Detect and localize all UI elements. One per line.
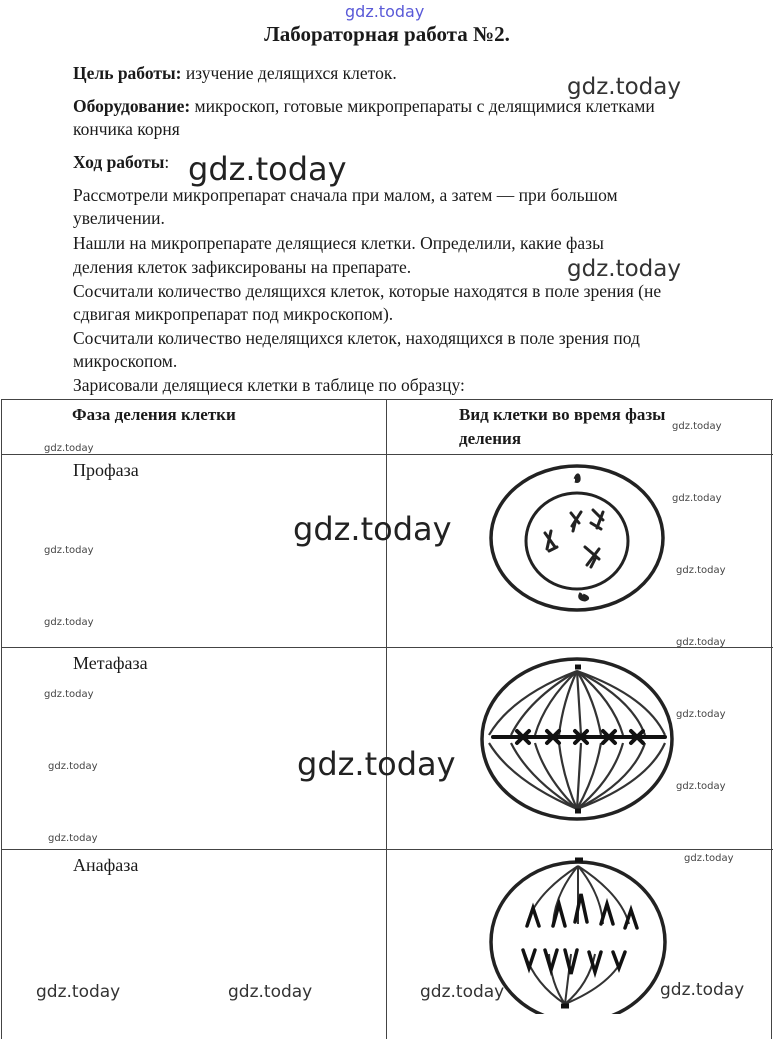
step-line: Зарисовали делящиеся клетки в таблице по образцу: — [73, 375, 465, 395]
watermark: gdz.today — [676, 565, 726, 576]
page-title: Лабораторная работа №2. — [264, 22, 510, 46]
table-divider — [1, 454, 773, 455]
step-line: Сосчитали количество делящихся клеток, которые находятся в поле зрения (не — [73, 281, 662, 301]
table-border-top — [1, 399, 773, 400]
table-divider — [1, 647, 773, 648]
equipment-text: микроскоп, готовые микропрепараты с делящимися клетками — [190, 96, 655, 116]
watermark: gdz.today — [293, 510, 452, 548]
watermark: gdz.today — [672, 421, 722, 432]
step-line: Сосчитали количество неделящихся клеток, находящихся в поле зрения под — [73, 328, 640, 348]
watermark: gdz.today — [297, 745, 456, 783]
watermark: gdz.today — [44, 545, 94, 556]
step-line: микроскопом. — [73, 351, 178, 371]
metaphase-cell-drawing — [477, 651, 677, 823]
watermark: gdz.today — [36, 982, 121, 1002]
watermark: gdz.today — [676, 781, 726, 792]
step-line: Рассмотрели микропрепарат сначала при малом, а затем — при большом — [73, 185, 618, 205]
watermark: gdz.today — [420, 982, 505, 1002]
column-header-view-line1: Вид клетки во время фазы — [459, 405, 666, 424]
watermark: gdz.today — [44, 617, 94, 628]
step-line: Нашли на микропрепарате делящиеся клетки. Определили, какие фазы — [73, 233, 604, 253]
equipment-line — [73, 95, 655, 118]
table-border-right — [771, 399, 772, 1039]
watermark-top: gdz.today — [345, 2, 425, 21]
phases-table — [1, 399, 773, 1039]
column-header-phase: Фаза деления клетки — [72, 405, 236, 424]
watermark: gdz.today — [676, 709, 726, 720]
goal-line — [73, 62, 397, 85]
step-line: деления клеток зафиксированы на препарате. — [73, 257, 412, 277]
watermark: gdz.today — [660, 980, 745, 1000]
watermark: gdz.today — [48, 761, 98, 772]
goal-label: Цель работы: — [73, 63, 182, 83]
watermark: gdz.today — [567, 256, 681, 282]
prophase-cell-drawing — [481, 457, 671, 619]
watermark: gdz.today — [44, 689, 94, 700]
watermark: gdz.today — [684, 853, 734, 864]
table-column-divider — [386, 399, 387, 1039]
progress-colon: : — [164, 152, 170, 172]
phase-name-metaphase: Метафаза — [73, 653, 148, 673]
table-divider — [1, 849, 773, 850]
watermark: gdz.today — [44, 443, 94, 454]
watermark: gdz.today — [567, 74, 681, 100]
watermark: gdz.today — [672, 493, 722, 504]
goal-text: изучение делящихся клеток. — [181, 63, 397, 83]
equipment-line-2: кончика корня — [73, 119, 180, 139]
watermark: gdz.today — [676, 637, 726, 648]
table-border-left — [1, 399, 2, 1039]
anaphase-cell-drawing — [485, 854, 671, 1014]
progress-label: Ход работы — [73, 152, 165, 172]
progress-heading — [73, 151, 169, 174]
watermark: gdz.today — [228, 982, 313, 1002]
column-header-view-line2: деления — [459, 429, 522, 448]
equipment-label: Оборудование: — [73, 96, 191, 116]
step-line: увеличении. — [73, 208, 165, 228]
step-line: сдвигая микропрепарат под микроскопом). — [73, 304, 394, 324]
watermark: gdz.today — [48, 833, 98, 844]
watermark: gdz.today — [188, 150, 347, 188]
phase-name-anaphase: Анафаза — [73, 855, 139, 875]
phase-name-prophase: Профаза — [73, 460, 139, 480]
